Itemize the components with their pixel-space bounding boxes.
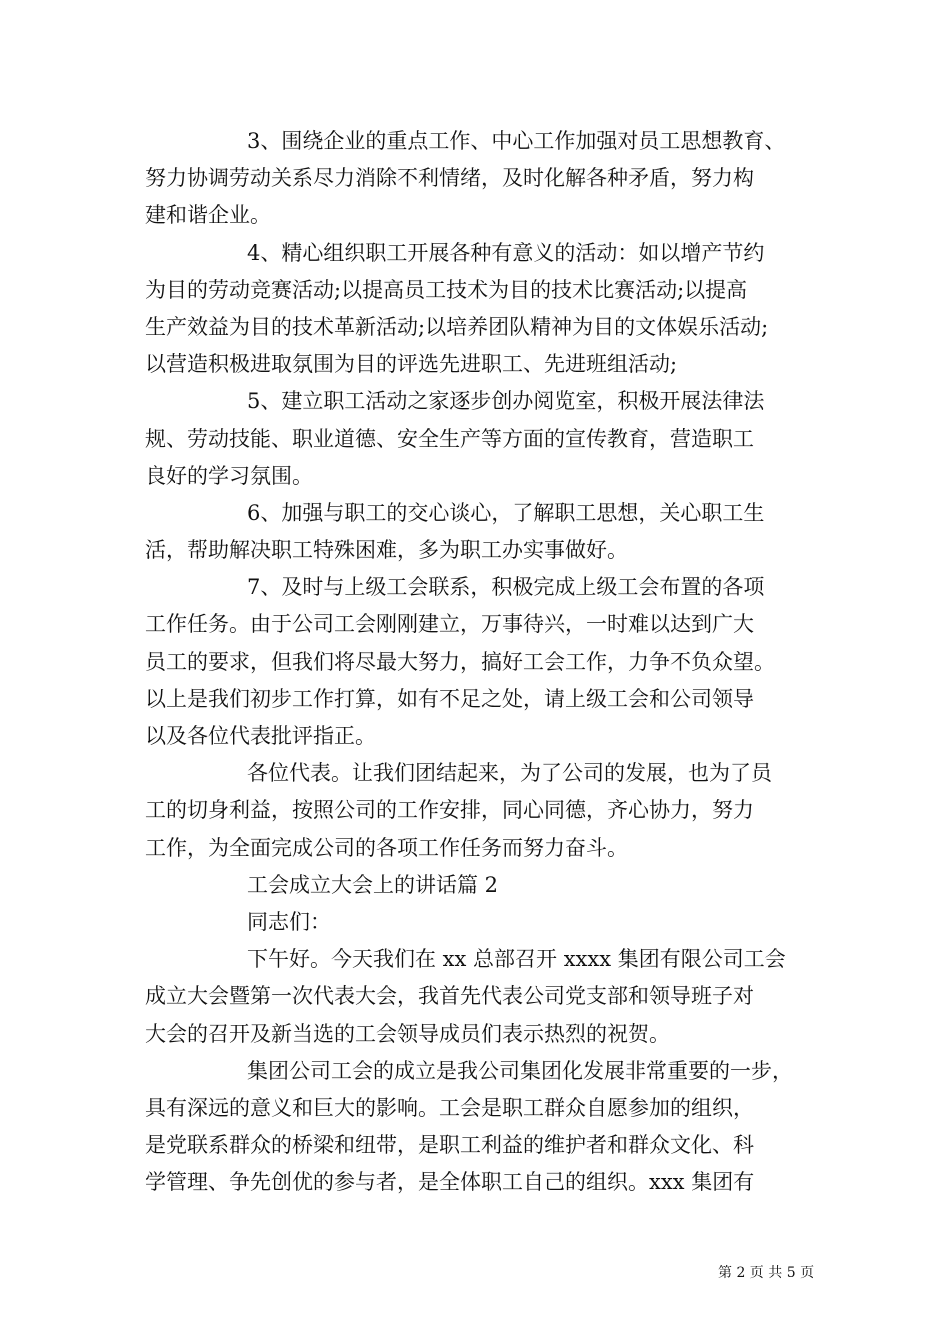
text-line: 良好的学习氛围。 [145,463,313,488]
page-number: 第 2 页 共 5 页 [718,1265,815,1281]
text-line: 6、加强与职工的交心谈心，了解职工思想，关心职工生 [247,500,765,525]
text-line: 大会的召开及新当选的工会领导成员们表示热烈的祝贺。 [145,1021,670,1046]
text-line: 努力协调劳动关系尽力消除不利情绪，及时化解各种矛盾，努力构 [145,166,754,191]
text-line: 为目的劳动竞赛活动;以提高员工技术为目的技术比赛活动;以提高 [145,277,748,302]
text-line: 以上是我们初步工作打算，如有不足之处，请上级工会和公司领导 [145,686,754,711]
section-heading: 工会成立大会上的讲话篇 2 [247,872,499,897]
text-line: 工作，为全面完成公司的各项工作任务而努力奋斗。 [145,835,628,860]
text-line: 工的切身利益，按照公司的工作安排，同心同德，齐心协力，努力 [145,798,754,823]
salutation: 同志们： [247,909,331,934]
text-line: 生产效益为目的技术革新活动;以培养团队精神为目的文体娱乐活动; [145,314,769,339]
text-line: 7、及时与上级工会联系，积极完成上级工会布置的各项 [247,575,765,600]
text-line: 工作任务。由于公司工会刚刚建立，万事待兴，一时难以达到广大 [145,612,754,637]
text-line: 各位代表。让我们团结起来，为了公司的发展，也为了员 [247,761,772,786]
text-line: 学管理、争先创优的参与者，是全体职工自己的组织。xxx 集团有 [145,1170,755,1195]
text-line: 5、建立职工活动之家逐步创办阅览室，积极开展法律法 [247,389,765,414]
text-line: 建和谐企业。 [145,203,271,228]
text-line: 4、精心组织职工开展各种有意义的活动：如以增产节约 [247,240,765,265]
text-line: 成立大会暨第一次代表大会，我首先代表公司党支部和领导班子对 [145,984,754,1009]
document-body [145,123,810,1201]
text-line: 是党联系群众的桥梁和纽带，是职工利益的维护者和群众文化、科 [145,1133,754,1158]
text-line: 下午好。今天我们在 xx 总部召开 xxxx 集团有限公司工会 [247,947,786,972]
text-line: 以及各位代表批评指正。 [145,724,376,748]
text-line: 集团公司工会的成立是我公司集团化发展非常重要的一步， [247,1058,793,1083]
text-line: 具有深远的意义和巨大的影响。工会是职工群众自愿参加的组织， [145,1095,754,1120]
text-line: 规、劳动技能、职业道德、安全生产等方面的宣传教育，营造职工 [145,426,754,451]
text-line: 3、围绕企业的重点工作、中心工作加强对员工思想教育、 [247,129,786,153]
text-line: 员工的要求，但我们将尽最大努力，搞好工会工作，力争不负众望。 [145,649,775,674]
text-line: 活，帮助解决职工特殊困难，多为职工办实事做好。 [145,538,628,563]
text-line: 以营造积极进取氛围为目的评选先进职工、先进班组活动; [145,352,678,377]
